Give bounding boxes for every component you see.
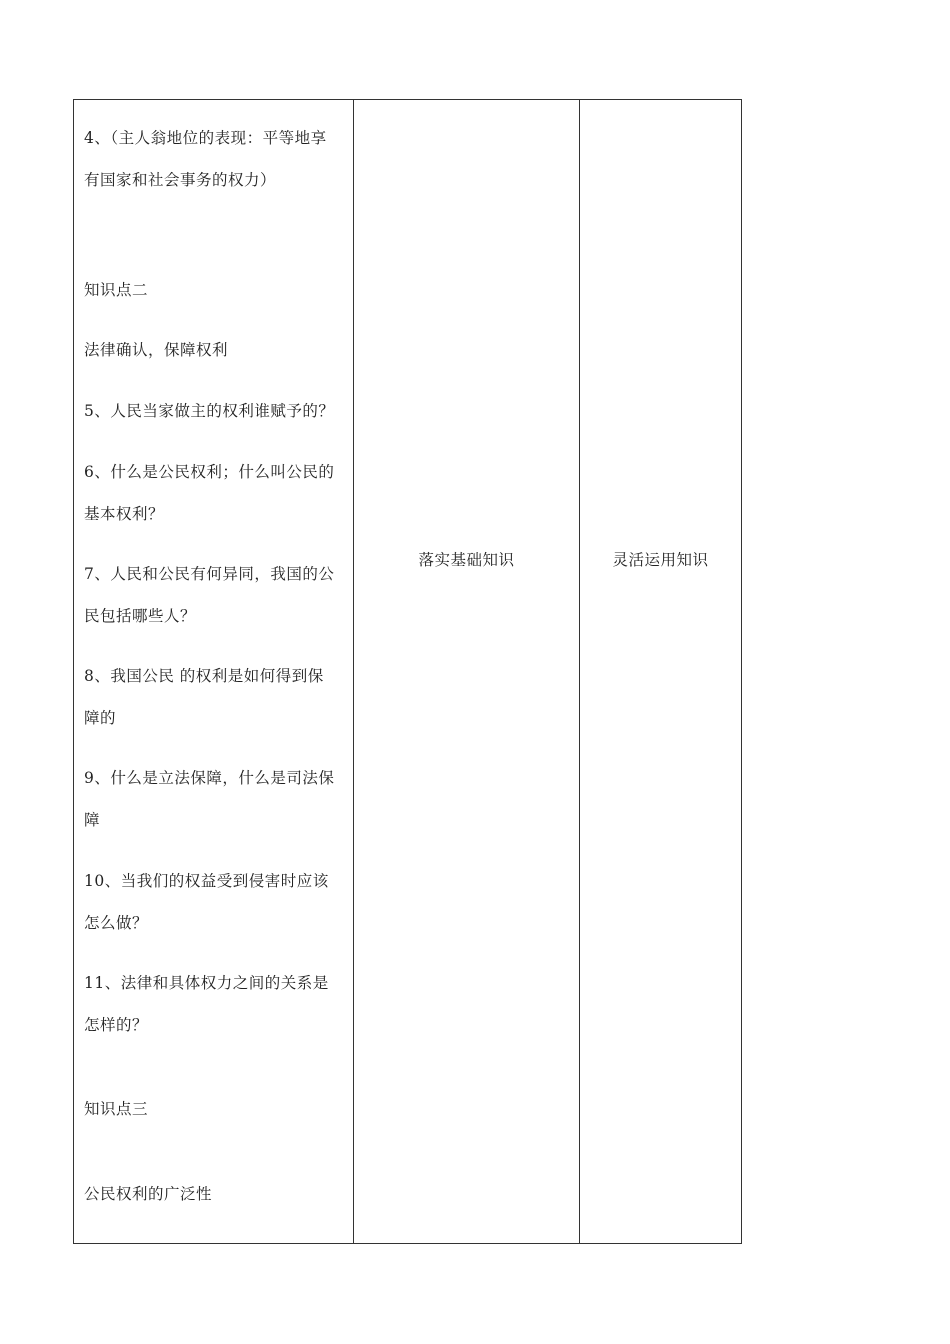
question-line: 有国家和社会事务的权力） <box>84 171 277 189</box>
section-heading: 知识点二 <box>84 281 149 299</box>
applied-knowledge-label: 灵活运用知识 <box>612 551 709 569</box>
basic-knowledge-column <box>354 100 580 1243</box>
question-line: 民包括哪些人？ <box>84 607 197 625</box>
question-line: 8、我国公民 的权利是如何得到保 <box>84 667 324 685</box>
question-line: 怎样的？ <box>84 1016 149 1034</box>
section-subheading: 公民权利的广泛性 <box>84 1185 213 1203</box>
question-line: 10、当我们的权益受到侵害时应该 <box>84 872 329 890</box>
question-line: 5、人民当家做主的权利谁赋予的？ <box>84 402 335 420</box>
applied-knowledge-column <box>580 100 741 1243</box>
question-line: 7、人民和公民有何异同，我国的公 <box>84 565 335 583</box>
section-subheading: 法律确认，保障权利 <box>84 341 229 359</box>
question-line: 障 <box>84 811 101 829</box>
lesson-table <box>73 99 742 1244</box>
question-line: 6、什么是公民权利；什么叫公民的 <box>84 463 335 481</box>
question-line: 基本权利？ <box>84 505 165 523</box>
question-line: 障的 <box>84 709 117 727</box>
section-heading: 知识点三 <box>84 1100 149 1118</box>
question-line: 11、法律和具体权力之间的关系是 <box>84 974 329 992</box>
question-line: 9、什么是立法保障，什么是司法保 <box>84 769 335 787</box>
basic-knowledge-label: 落实基础知识 <box>418 551 515 569</box>
question-line: 4、（主人翁地位的表现：平等地享 <box>84 129 327 147</box>
question-column <box>74 100 354 1243</box>
question-line: 怎么做？ <box>84 914 149 932</box>
